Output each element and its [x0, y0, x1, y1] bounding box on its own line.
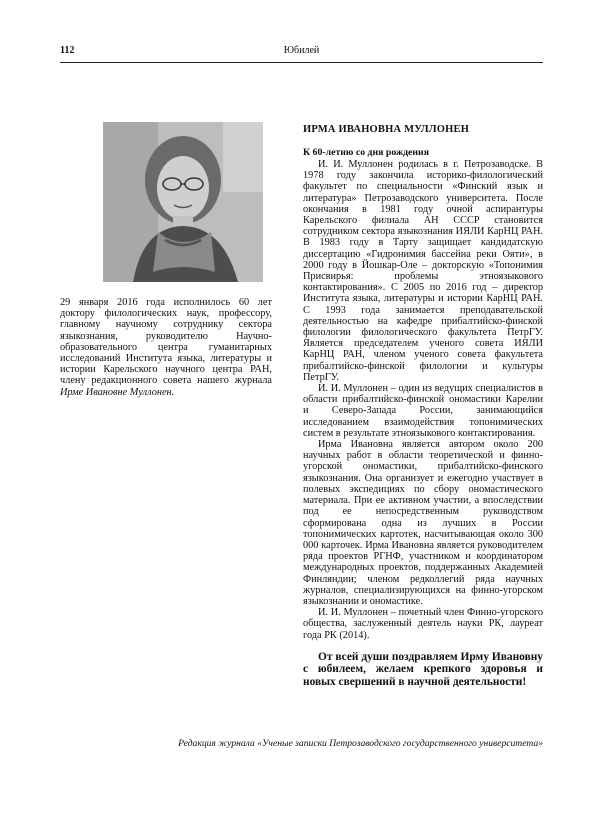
article-paragraph: Ирма Ивановна является автором около 200 научных работ в области теоретической и финно-угорской ономастики, прибалтийско-финского языкознания. Она организует и ежегодно участвует в полевых экспедициях по сбору ономастического материала. При ее активном участии, а впоследствии под ее непосредственным руководством сформирована одна из лучших в России топонимических картотек, насчитывающая около 300 000 карточек. Ирма Ивановна является руководителем ряда проектов РГНФ, участником и координатором международных проектов, поддержанных Академией Финляндии; членом редколлегий ряда научных журналов, специализирующихся на финно-угорском языкознании и ономастике.	[303, 439, 543, 607]
article-paragraph: И. И. Муллонен родилась в г. Петрозаводске. В 1978 году закончила историко-филологический факультет по специальности «Финский язык и литература» Петрозаводского университета. После окончания в 1981 году очной аспирантуры Карельского филиала АН СССР становится сотрудником сектора языкознания ИЯЛИ КарНЦ РАН. В 1983 году в Тарту защищает кандидатскую диссертацию «Гидронимия бассейна реки Ояти», в 2000 году в Йошкар-Оле – докторскую «Топонимия Присвирья: проблемы этноязыкового контактирования». С 2005 по 2016 год – директор Института языка, литературы и истории КарНЦ РАН. С 1993 года занимается преподавательской деятельностью на кафедре прибалтийско-финской филологии филологического факультета ПетрГУ. Является председателем ученого совета ИЯЛИ КарНЦ РАН, членом ученого совета факультета прибалтийско-финской филологии и культуры ПетрГУ.	[303, 159, 543, 383]
article	[303, 123, 543, 689]
editorial-signature: Редакция журнала «Ученые записки Петрозаводского государственного университета»	[178, 738, 543, 749]
page-header	[60, 45, 543, 61]
header-divider	[60, 62, 543, 63]
article-paragraph: И. И. Муллонен – почетный член Финно-угорского общества, заслуженный деятель науки РК, лауреат года РК (2014).	[303, 607, 543, 641]
intro-text: 29 января 2016 года исполнилось 60 лет доктору филологических наук, профессору, главному научному сотруднику сектора языкознания, руководителю Научно-образовательного центра гуманитарных исследований Института языка, литературы и истории Карельского научного центра РАН, члену редакционного совета нашего журнала	[60, 297, 272, 387]
portrait-photo	[103, 122, 263, 282]
article-paragraph: И. И. Муллонен – один из ведущих специалистов в области прибалтийско-финской ономастики Карелии и Северо-Запада России, занимающийся исследованием взаимодействия топонимических систем в результате этноязыкового контактирования.	[303, 383, 543, 439]
article-subtitle: К 60-летию со дня рождения	[303, 147, 429, 158]
greeting: От всей души поздравляем Ирму Ивановну с юбилеем, желаем крепкого здоровья и новых свершений в научной деятельности!	[303, 650, 543, 688]
intro-caption	[60, 297, 272, 398]
intro-name: Ирме Ивановне Муллонен.	[60, 386, 175, 398]
running-head: Юбилей	[283, 45, 320, 56]
page-number: 112	[60, 45, 75, 56]
article-title: ИРМА ИВАНОВНА МУЛЛОНЕН	[303, 124, 470, 135]
